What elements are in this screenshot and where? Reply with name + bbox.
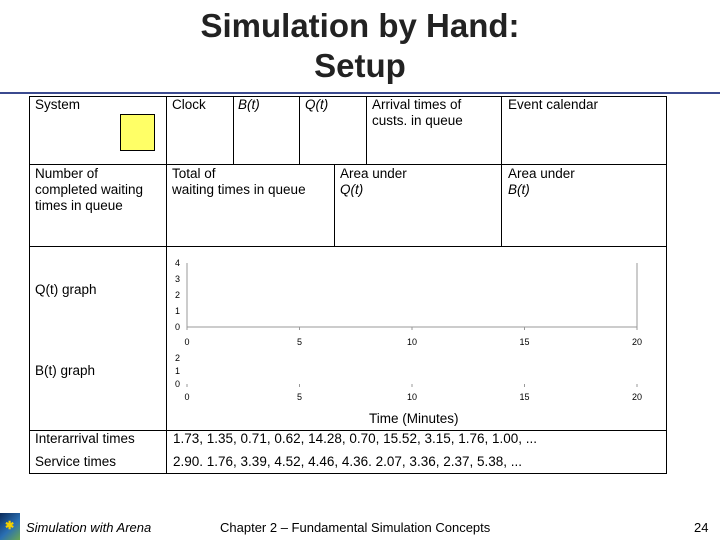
event-calendar-header: Event calendar	[508, 97, 599, 112]
arrival-times-header: Arrival times of custs. in queue	[372, 97, 463, 128]
x-tick-label: 0	[184, 337, 190, 347]
service-times-label: Service times	[35, 454, 117, 469]
y-tick-label: 3	[175, 274, 181, 284]
y-tick-label: 2	[175, 353, 181, 363]
qt-graph-label: Q(t) graph	[35, 282, 97, 297]
interarrival-times-label: Interarrival times	[35, 431, 135, 446]
bt-header: B(t)	[238, 97, 260, 112]
slide-title-line2: Setup	[314, 47, 406, 84]
x-tick-label: 15	[519, 392, 530, 402]
bt-graph-label: B(t) graph	[35, 363, 96, 378]
area-under-qt-header: Area under Q(t)	[340, 166, 407, 197]
system-header: System	[35, 97, 81, 112]
page-number: 24	[694, 520, 709, 535]
arena-logo: ✱	[0, 513, 20, 540]
x-tick-label: 10	[406, 392, 418, 402]
y-tick-label: 1	[175, 306, 181, 316]
slide-title-line1: Simulation by Hand:	[200, 7, 520, 44]
y-tick-label: 1	[175, 366, 181, 376]
x-tick-label: 5	[296, 392, 303, 402]
x-tick-label: 0	[184, 392, 190, 402]
total-waiting-times-header: Total of waiting times in queue	[172, 166, 306, 197]
completed-waiting-times-header: Number of completed waiting times in queue	[35, 166, 144, 213]
x-tick-label: 15	[519, 337, 530, 347]
x-tick-label: 20	[631, 392, 643, 402]
clock-header: Clock	[172, 97, 206, 112]
x-tick-label: 20	[631, 337, 643, 347]
y-tick-label: 0	[175, 322, 181, 332]
interarrival-times-values: 1.73, 1.35, 0.71, 0.62, 14.28, 0.70, 15.52, 3.15, 1.76, 1.00, ...	[173, 431, 538, 446]
x-axis-label: Time (Minutes)	[369, 411, 459, 426]
x-tick-label: 10	[406, 337, 418, 347]
qt-header: Q(t)	[305, 97, 329, 112]
footer-chapter: Chapter 2 – Fundamental Simulation Concepts	[220, 520, 491, 535]
service-times-values: 2.90. 1.76, 3.39, 4.52, 4.46, 4.36. 2.07, 3.36, 2.37, 5.38, ...	[173, 454, 523, 469]
qt-graph	[175, 258, 642, 347]
y-tick-label: 4	[175, 258, 181, 268]
y-tick-label: 2	[175, 290, 181, 300]
y-tick-label: 0	[175, 379, 181, 389]
area-under-bt-header: Area under B(t)	[508, 166, 575, 197]
x-tick-label: 5	[296, 337, 303, 347]
footer-course-title: Simulation with Arena	[26, 520, 152, 535]
bt-graph	[175, 353, 642, 402]
